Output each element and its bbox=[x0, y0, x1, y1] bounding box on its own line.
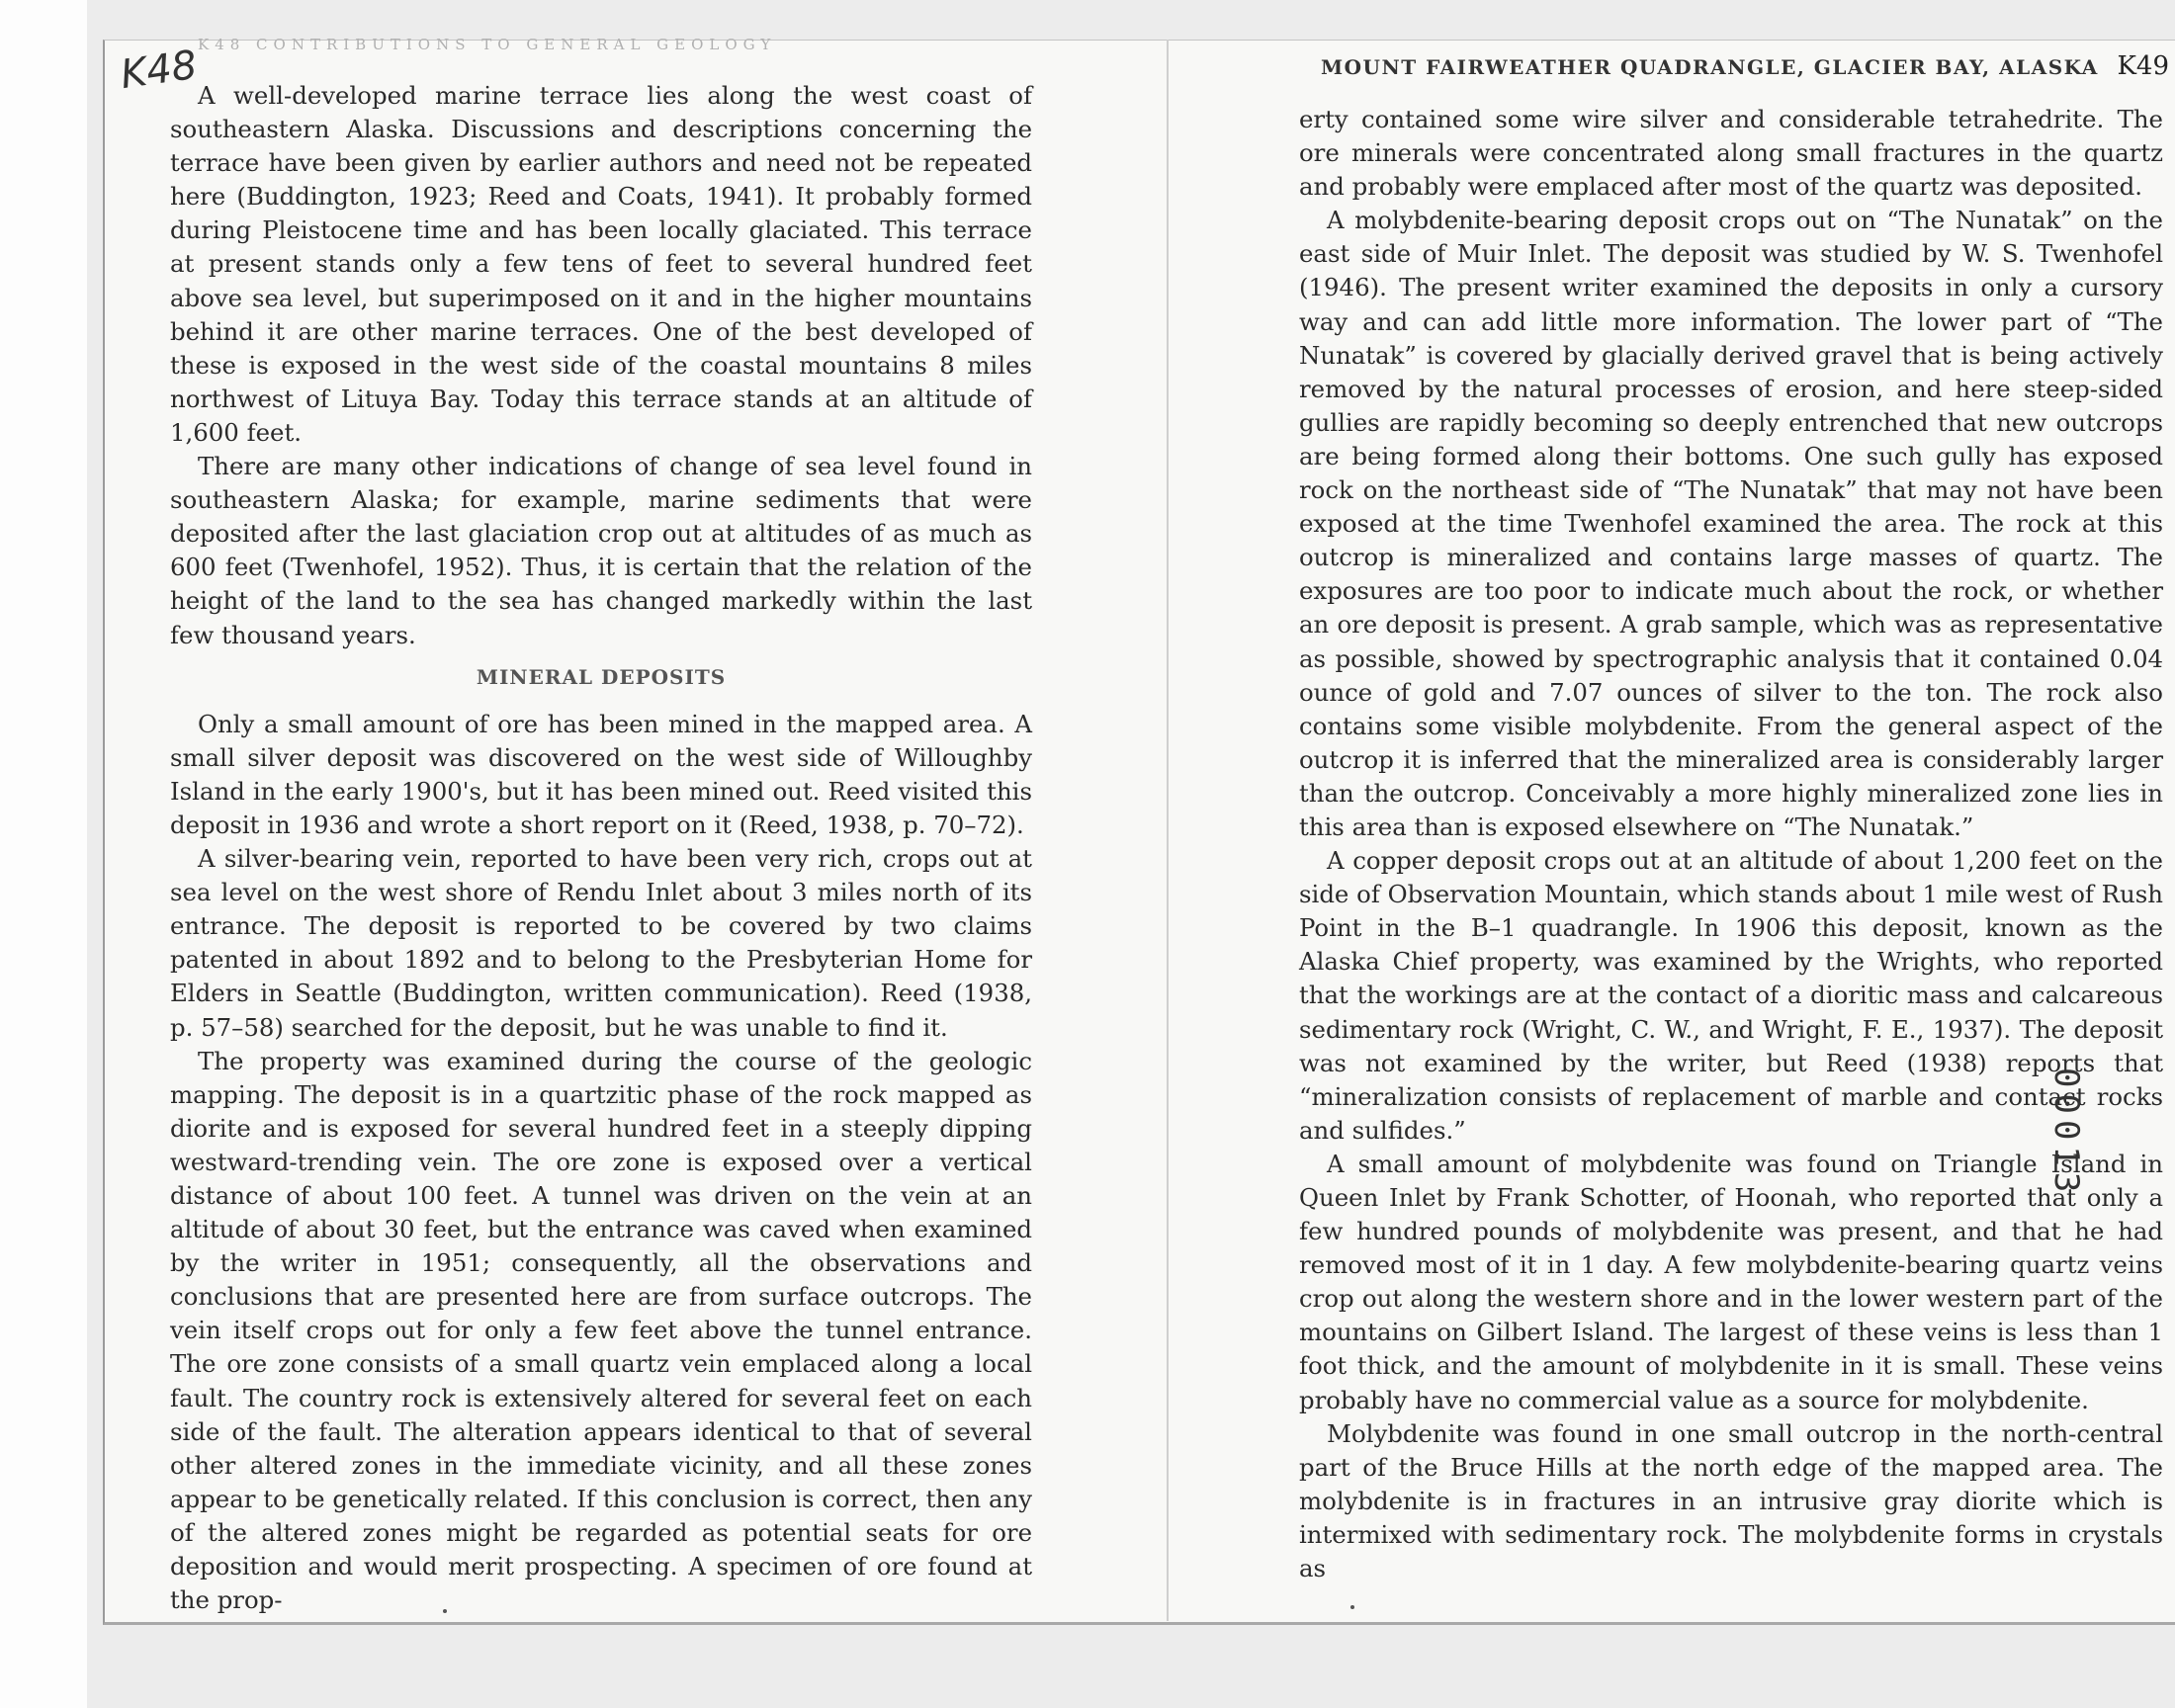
scan-speck bbox=[1350, 1605, 1354, 1609]
paragraph: A copper deposit crops out at an altitude of about 1,200 feet on the side of Observation Mountain, which stands about 1 mile west of Rush Point in the B–1 quadrangle. In 1906 this deposit, known as the Alaska Chief property, was examined by the Wrights, who reported that the workings are at the contact of a dioritic mass and calcareous sedimentary rock (Wright, C. W., and Wright, F. E., 1937). The deposit was not examined by the writer, but Reed (1938) reports that “mineralization consists of replacement of marble and contact rocks and sulfides.” bbox=[1299, 846, 2163, 1145]
page-number: K49 bbox=[2117, 51, 2169, 81]
right-running-header bbox=[1321, 51, 2169, 85]
archive-stamp: 00013 bbox=[2046, 1068, 2086, 1199]
paragraph: Molybdenite was found in one small outcrop in the north-central part of the Bruce Hills at the north edge of the mapped area. The molybdenite is in fractures in an intrusive gray diorite which is intermixed with sedimentary rock. The molybdenite forms in crystals as bbox=[1299, 1418, 2163, 1583]
scan-speck bbox=[443, 1609, 447, 1613]
page-fold bbox=[1167, 40, 1169, 1621]
scan-margin bbox=[0, 0, 87, 1708]
left-column bbox=[170, 79, 1032, 1617]
paragraph: There are many other indications of change of sea level found in southeastern Alaska; for example, marine sediments that were deposited after the last glaciation crop out at altitudes of as much as 600 feet (Twenhofel, 1952). Thus, it is certain that the relation of the height of the land to the sea has changed markedly within the last few thousand years. bbox=[170, 452, 1032, 649]
paragraph: A molybdenite-bearing deposit crops out on “The Nunatak” on the east side of Muir Inlet. The deposit was studied by W. S. Twenhofel (1946). The present writer examined the deposits in only a cursory way and can add little more information. The lower part of “The Nunatak” is covered by glacially derived gravel that is being actively removed by the natural processes of erosion, and here steep-sided gullies are rapidly becoming so deeply entrenched that new outcrops are being formed along their bottoms. One such gully has exposed rock on the northeast side of “The Nunatak” that may not have been exposed at the time Twenhofel examined the area. The rock at this outcrop is mineralized and contains large masses of quartz. The exposures are too poor to indicate much about the rock, or whether an ore deposit is present. A grab sample, which was as representative as possible, showed by spectrographic analysis that it contained 0.04 ounce of gold and 7.07 ounces of silver to the ton. The rock also contains some visible molybdenite. From the general aspect of the outcrop it is inferred that the mineralized area is considerably larger than the outcrop. Conceivably a more highly mineralized zone lies in this area than is exposed elsewhere on “The Nunatak.” bbox=[1299, 206, 2163, 841]
header-title: MOUNT FAIRWEATHER QUADRANGLE, GLACIER BAY, ALASKA bbox=[1321, 55, 2099, 79]
section-heading: MINERAL DEPOSITS bbox=[476, 664, 727, 689]
handwritten-page-note: K48 bbox=[118, 42, 200, 99]
paragraph-continuation: erty contained some wire silver and considerable tetrahedrite. The ore minerals were concentrated along small fractures in the quartz and probably were emplaced after most of the quartz was deposited. bbox=[1299, 105, 2163, 202]
paragraph: A small amount of molybdenite was found on Triangle Island in Queen Inlet by Frank Schotter, of Hoonah, who reported that only a few hundred pounds of molybdenite was present, and that he had removed most of it in 1 day. A few molybdenite-bearing quartz veins crop out along the western shore and in the lower western part of the mountains on Gilbert Island. The largest of these veins is less than 1 foot thick, and the amount of molybdenite in it is small. These veins probably have no commercial value as a source for molybdenite. bbox=[1299, 1149, 2163, 1414]
left-running-header: K48 CONTRIBUTIONS TO GENERAL GEOLOGY bbox=[198, 36, 777, 53]
paragraph: The property was examined during the course of the geologic mapping. The deposit is in a quartzitic phase of the rock mapped as diorite and is exposed for several hundred feet in a steeply dipping westward-trending vein. The ore zone is exposed over a vertical distance of about 100 feet. A tunnel was driven on the vein at an altitude of about 30 feet, but the entrance was caved when examined by the writer in 1951; consequently, all the observations and conclusions that are presented here are from surface outcrops. The vein itself crops out for only a few feet above the tunnel entrance. The ore zone consists of a small quartz vein emplaced along a local fault. The country rock is extensively altered for several feet on each side of the fault. The alteration appears identical to that of several other altered zones in the immediate vicinity, and all these zones appear to be genetically related. If this conclusion is correct, then any of the altered zones might be regarded as potential seats for ore deposition and would merit prospecting. A specimen of ore found at the prop- bbox=[170, 1046, 1032, 1615]
paragraph: A silver-bearing vein, reported to have been very rich, crops out at sea level on the west shore of Rendu Inlet about 3 miles north of its entrance. The deposit is reported to be covered by two claims patented in about 1892 and to belong to the Presbyterian Home for Elders in Seattle (Buddington, written communication). Reed (1938, p. 57–58) searched for the deposit, but he was unable to find it. bbox=[170, 844, 1032, 1042]
paragraph: A well-developed marine terrace lies along the west coast of southeastern Alaska. Discussions and descriptions concerning the terrace have been given by earlier authors and need not be repeated here (Buddington, 1923; Reed and Coats, 1941). It probably formed during Pleistocene time and has been locally glaciated. This terrace at present stands only a few tens of feet to several hundred feet above sea level, but superimposed on it and in the higher mountains behind it are other marine terraces. One of the best developed of these is exposed in the west side of the coastal mountains 8 miles northwest of Lituya Bay. Today this terrace stands at an altitude of 1,600 feet. bbox=[170, 81, 1032, 447]
right-column bbox=[1299, 103, 2163, 1585]
paragraph: Only a small amount of ore has been mined in the mapped area. A small silver deposit was discovered on the west side of Willoughby Island in the early 1900's, but it has been mined out. Reed visited this deposit in 1936 and wrote a short report on it (Reed, 1938, p. 70–72). bbox=[170, 709, 1032, 839]
